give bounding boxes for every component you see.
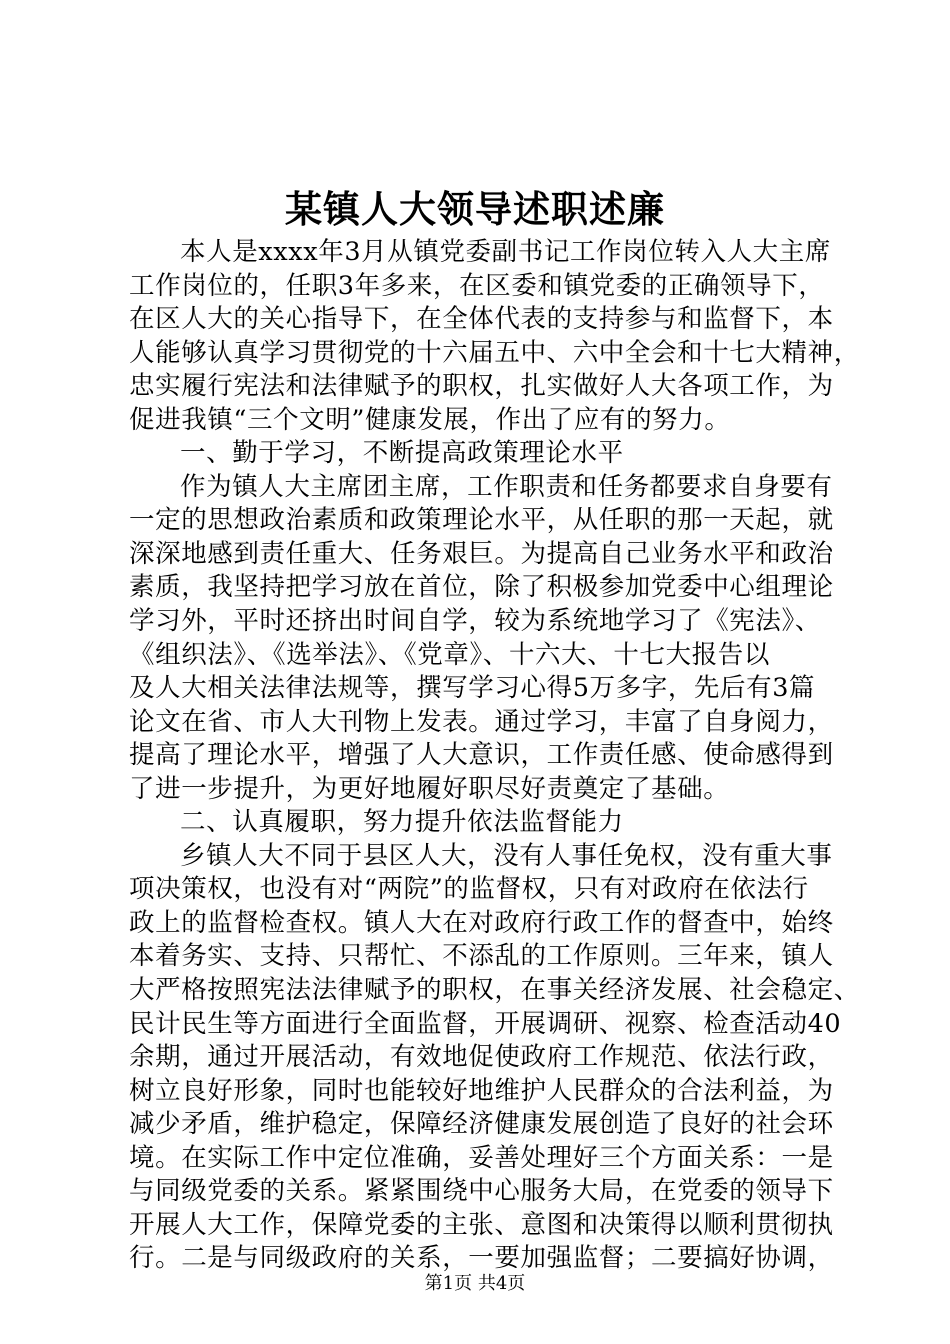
paragraph-line: 政上的监督检查权。镇人大在对政府行政工作的督查中，始终 (129, 907, 834, 938)
paragraph-line: 提高了理论水平，增强了人大意识，工作责任感、使命感得到 (129, 740, 834, 771)
document-body (129, 236, 860, 1276)
section-heading: 二、认真履职，努力提升依法监督能力 (180, 807, 624, 838)
paragraph-line: 民计民生等方面进行全面监督，开展调研、视察、检查活动40 (129, 1008, 842, 1039)
paragraph-line: 论文在省、市人大刊物上发表。通过学习，丰富了自身阅力， (129, 706, 834, 737)
paragraph-line: 本人是xxxx年3月从镇党委副书记工作岗位转入人大主席 (180, 237, 831, 267)
paragraph-line: 大严格按照宪法法律赋予的职权，在事关经济发展、社会稳定、 (129, 975, 860, 1006)
paragraph-line: 了进一步提升，为更好地履好职尽好责奠定了基础。 (129, 773, 730, 804)
document-title: 某镇人大领导述职述廉 (285, 187, 665, 231)
paragraph-line: 及人大相关法律法规等，撰写学习心得5万多字，先后有3篇 (129, 673, 816, 704)
paragraph-line: 与同级党委的关系。紧紧围绕中心服务大局，在党委的领导下 (129, 1176, 834, 1207)
paragraph-line: 作为镇人大主席团主席，工作职责和任务都要求自身要有 (180, 471, 833, 502)
paragraph-line: 《组织法》、《选举法》、《党章》、十六大、十七大报告以 (129, 639, 770, 670)
paragraph-line: 开展人大工作，保障党委的主张、意图和决策得以顺利贯彻执 (129, 1209, 834, 1240)
paragraph-line: 本着务实、支持、只帮忙、不添乱的工作原则。三年来，镇人 (129, 941, 834, 972)
page-number-footer: 第1页 共4页 (424, 1273, 526, 1294)
paragraph-line: 树立良好形象，同时也能较好地维护人民群众的合法利益，为 (129, 1075, 834, 1106)
paragraph-line: 深深地感到责任重大、任务艰巨。为提高自己业务水平和政治 (129, 538, 834, 569)
paragraph-line: 项决策权，也没有对“两院”的监督权，只有对政府在依法行 (129, 874, 809, 905)
paragraph-line: 学习外，平时还挤出时间自学，较为系统地学习了《宪法》、 (129, 606, 821, 637)
paragraph-line: 行。二是与同级政府的关系，一要加强监督；二要搞好协调， (129, 1243, 834, 1274)
section-heading: 一、勤于学习，不断提高政策理论水平 (180, 438, 624, 469)
paragraph-line: 余期，通过开展活动，有效地促使政府工作规范、依法行政， (129, 1042, 834, 1073)
paragraph-line: 促进我镇“三个文明”健康发展，作出了应有的努力。 (129, 404, 731, 435)
paragraph-line: 减少矛盾，维护稳定，保障经济健康发展创造了良好的社会环 (129, 1109, 834, 1140)
paragraph-line: 在区人大的关心指导下，在全体代表的支持参与和监督下，本 (129, 304, 834, 335)
paragraph-line: 素质，我坚持把学习放在首位，除了积极参加党委中心组理论 (129, 572, 834, 603)
paragraph-line: 忠实履行宪法和法律赋予的职权，扎实做好人大各项工作，为 (129, 371, 834, 402)
paragraph-line: 乡镇人大不同于县区人大，没有人事任免权，没有重大事 (180, 840, 833, 871)
paragraph-line: 人能够认真学习贯彻党的十六届五中、六中全会和十七大精神， (129, 337, 860, 368)
paragraph-line: 一定的思想政治素质和政策理论水平，从任职的那一天起，就 (129, 505, 834, 536)
paragraph-line: 境。在实际工作中定位准确，妥善处理好三个方面关系：一是 (129, 1142, 834, 1173)
paragraph-line: 工作岗位的，任职3年多来，在区委和镇党委的正确领导下， (129, 270, 825, 301)
